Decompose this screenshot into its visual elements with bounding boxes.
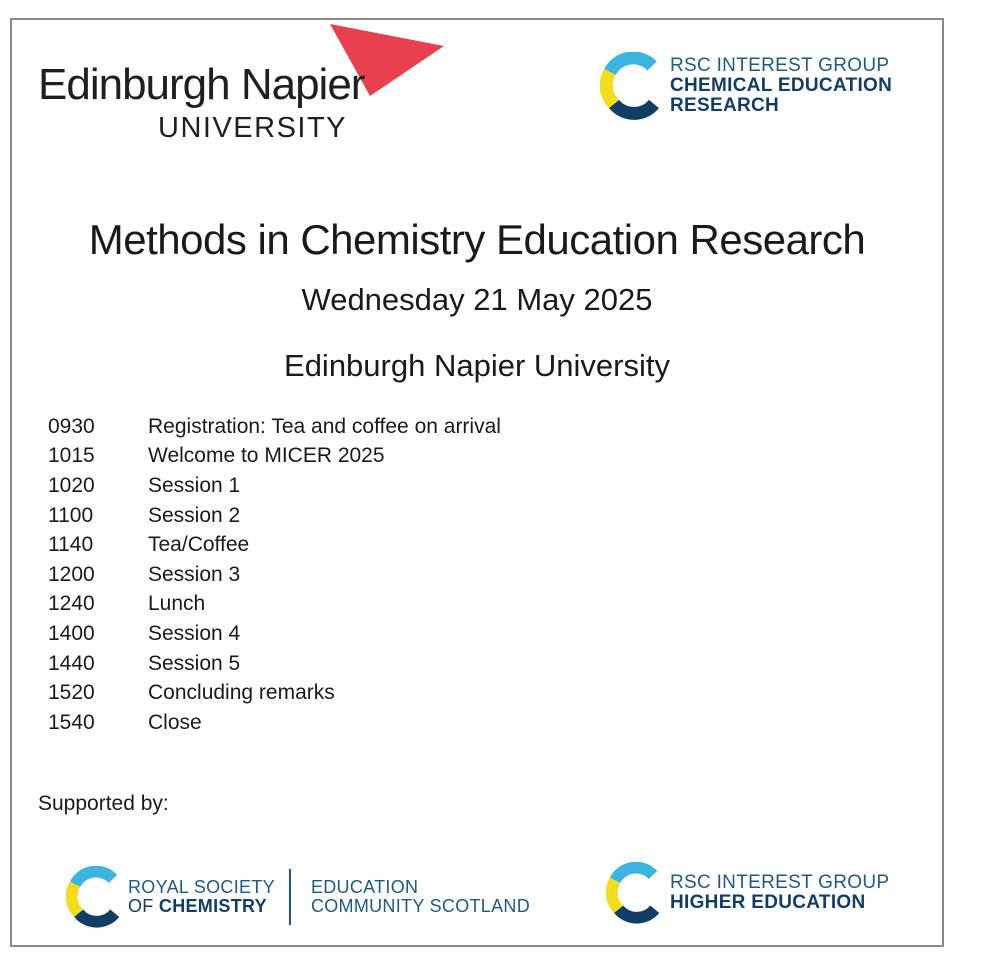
schedule-time: 1100 (48, 503, 94, 527)
schedule-event: Registration: Tea and coffee on arrival (148, 414, 501, 438)
schedule-row (48, 590, 501, 620)
group-top-line3: RESEARCH (670, 94, 780, 116)
supported-by-label: Supported by: (38, 792, 169, 815)
schedule-row (48, 619, 501, 649)
schedule-event: Lunch (148, 592, 206, 616)
event-date: Wednesday 21 May 2025 (301, 282, 653, 317)
rsc-cer-logo (600, 52, 892, 120)
schedule-row (48, 649, 501, 679)
schedule-time: 1020 (48, 473, 95, 497)
flyer (10, 18, 944, 947)
rsc-c-icon (600, 52, 662, 120)
university-subtitle: UNIVERSITY (158, 112, 348, 144)
schedule-row (48, 708, 501, 738)
schedule-time: 1240 (48, 592, 95, 616)
schedule-row (48, 412, 501, 442)
rsc-he-logo (606, 862, 889, 924)
ecs-line1: EDUCATION (310, 877, 419, 898)
rsc-line2-prefix: OF (128, 896, 159, 916)
schedule-list (48, 412, 501, 738)
rsc-line1: ROYAL SOCIETY (128, 877, 275, 898)
group-bottom-line1: RSC INTEREST GROUP (670, 872, 890, 894)
schedule-event: Concluding remarks (148, 681, 335, 705)
rsc-line2 (128, 897, 275, 916)
schedule-time: 1015 (48, 444, 95, 468)
schedule-time: 1200 (48, 562, 95, 586)
schedule-time: 1540 (48, 710, 95, 734)
university-name: Edinburgh Napier (38, 60, 365, 109)
event-venue: Edinburgh Napier University (284, 348, 670, 383)
schedule-event: Tea/Coffee (148, 533, 250, 557)
rsc-ecs-logo (66, 866, 530, 928)
logo-divider (289, 869, 291, 925)
schedule-time: 1140 (48, 533, 94, 557)
schedule-event: Close (148, 710, 202, 734)
schedule-event: Session 3 (148, 562, 241, 586)
schedule-row (48, 560, 501, 590)
schedule-row (48, 471, 501, 501)
rsc-c-icon (606, 862, 662, 924)
schedule-event: Session 2 (148, 503, 241, 527)
group-top-line2: CHEMICAL EDUCATION (670, 75, 893, 97)
schedule-event: Welcome to MICER 2025 (148, 444, 385, 468)
rsc-c-icon (66, 866, 122, 928)
group-bottom-line2: HIGHER EDUCATION (670, 892, 866, 913)
edinburgh-napier-logo (38, 24, 458, 154)
schedule-time: 1440 (48, 651, 95, 675)
group-top-line1: RSC INTEREST GROUP (670, 55, 890, 77)
ecs-line2: COMMUNITY SCOTLAND (310, 896, 531, 916)
schedule-row (48, 442, 501, 472)
event-title: Methods in Chemistry Education Research (88, 216, 866, 263)
schedule-event: Session 1 (148, 473, 241, 497)
schedule-event: Session 5 (148, 651, 241, 675)
schedule-time: 1520 (48, 681, 95, 705)
schedule-row (48, 678, 501, 708)
schedule-row (48, 530, 501, 560)
schedule-row (48, 501, 501, 531)
schedule-time: 1400 (48, 621, 95, 645)
schedule-event: Session 4 (148, 621, 241, 645)
schedule-time: 0930 (48, 414, 95, 438)
rsc-line2-bold: CHEMISTRY (158, 896, 267, 916)
